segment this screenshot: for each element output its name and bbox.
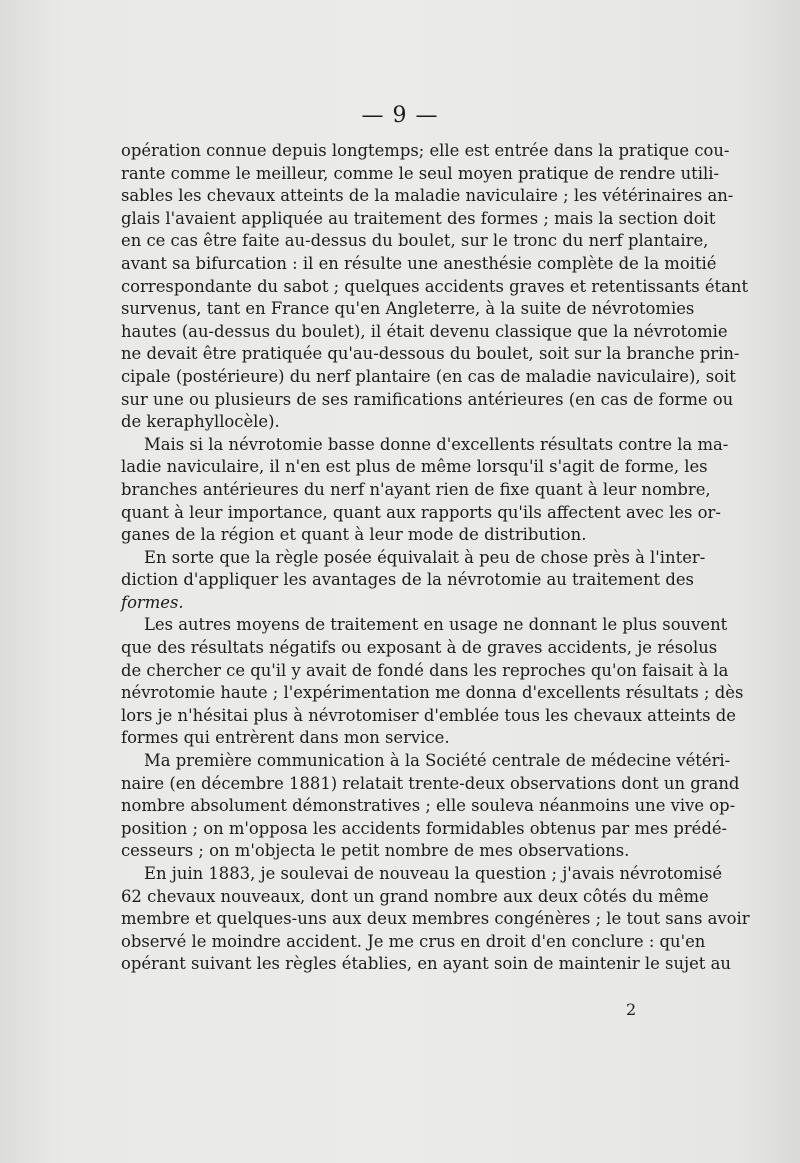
paragraph-4 [121, 614, 744, 750]
body-text [121, 140, 750, 976]
text-line: correspondante du sabot ; quelques accidents graves et retentissants étant [121, 276, 749, 296]
text-line: Les autres moyens de traitement en usage ne donnant le plus souvent [144, 615, 728, 635]
paragraph-6 [121, 863, 750, 976]
text-line: nombre absolument démonstratives ; elle souleva néanmoins une vive op- [121, 796, 736, 816]
text-line: cesseurs ; on m'objecta le petit nombre de mes observations. [121, 841, 630, 861]
text-line: ladie naviculaire, il n'en est plus de même lorsqu'il s'agit de forme, les [121, 457, 708, 477]
text-line: lors je n'hésitai plus à névrotomiser d'emblée tous les chevaux atteints de [121, 705, 736, 725]
text-line: de chercher ce qu'il y avait de fondé dans les reproches qu'on faisait à la [121, 660, 729, 680]
text-line: En juin 1883, je soulevai de nouveau la question ; j'avais névrotomisé [144, 864, 723, 883]
signature-mark: 2 [626, 1000, 637, 1019]
text-line: sur une ou plusieurs de ses ramifications antérieures (en cas de forme ou [121, 389, 734, 409]
paragraph-2 [121, 434, 729, 547]
text-line: ganes de la région et quant à leur mode de distribution. [121, 525, 587, 545]
text-line: branches antérieures du nerf n'ayant rien de fixe quant à leur nombre, [121, 479, 711, 499]
text-line: position ; on m'opposa les accidents formidables obtenus par mes prédé- [121, 818, 728, 838]
text-line: que des résultats négatifs ou exposant à de graves accidents, je résolus [121, 638, 718, 658]
text-line: Mais si la névrotomie basse donne d'excellents résultats contre la ma- [144, 434, 729, 454]
text-line: En sorte que la règle posée équivalait à peu de chose près à l'inter- [144, 547, 706, 567]
text-line: membre et quelques-uns aux deux membres congénères ; le tout sans avoir [121, 909, 750, 929]
text-line: en ce cas être faite au-dessus du boulet, sur le tronc du nerf plantaire, [121, 231, 709, 251]
text-line: névrotomie haute ; l'expérimentation me donna d'excellents résultats ; dès [121, 683, 744, 703]
text-line: de keraphyllocèle). [121, 412, 280, 432]
text-line: formes. [121, 592, 184, 612]
text-line: diction d'appliquer les avantages de la névrotomie au traitement des [121, 570, 694, 590]
text-line: opérant suivant les règles établies, en ayant soin de maintenir le sujet au [121, 954, 731, 974]
text-line: observé le moindre accident. Je me crus en droit d'en conclure : qu'en [121, 931, 706, 951]
text-line: Ma première communication à la Société centrale de médecine vétéri- [144, 751, 731, 771]
text-line: cipale (postérieure) du nerf plantaire (en cas de maladie naviculaire), soit [121, 366, 736, 386]
text-line: naire (en décembre 1881) relatait trente-deux observations dont un grand [121, 773, 740, 793]
paragraph-1 [121, 140, 749, 434]
text-line: hautes (au-dessus du boulet), il était devenu classique que la névrotomie [121, 321, 728, 341]
text-line: ne devait être pratiquée qu'au-dessous du boulet, soit sur la branche prin- [121, 344, 740, 364]
paragraph-3 [121, 547, 706, 615]
text-line: opération connue depuis longtemps; elle est entrée dans la pratique cou- [121, 141, 730, 160]
page-number-header: — 9 — [361, 103, 439, 128]
text-line: formes qui entrèrent dans mon service. [121, 728, 450, 748]
text-line: quant à leur importance, quant aux rapports qu'ils affectent avec les or- [121, 502, 721, 522]
text-line: avant sa bifurcation : il en résulte une anesthésie complète de la moitié [121, 253, 717, 273]
text-line: rante comme le meilleur, comme le seul moyen pratique de rendre utili- [121, 163, 720, 183]
paragraph-5 [121, 750, 740, 863]
text-line: 62 chevaux nouveaux, dont un grand nombre aux deux côtés du même [121, 886, 709, 906]
text-line: sables les chevaux atteints de la maladie naviculaire ; les vétérinaires an- [121, 186, 734, 206]
text-line: survenus, tant en France qu'en Angleterre, à la suite de névrotomies [121, 299, 695, 319]
text-line: glais l'avaient appliquée au traitement des formes ; mais la section doit [121, 208, 716, 228]
